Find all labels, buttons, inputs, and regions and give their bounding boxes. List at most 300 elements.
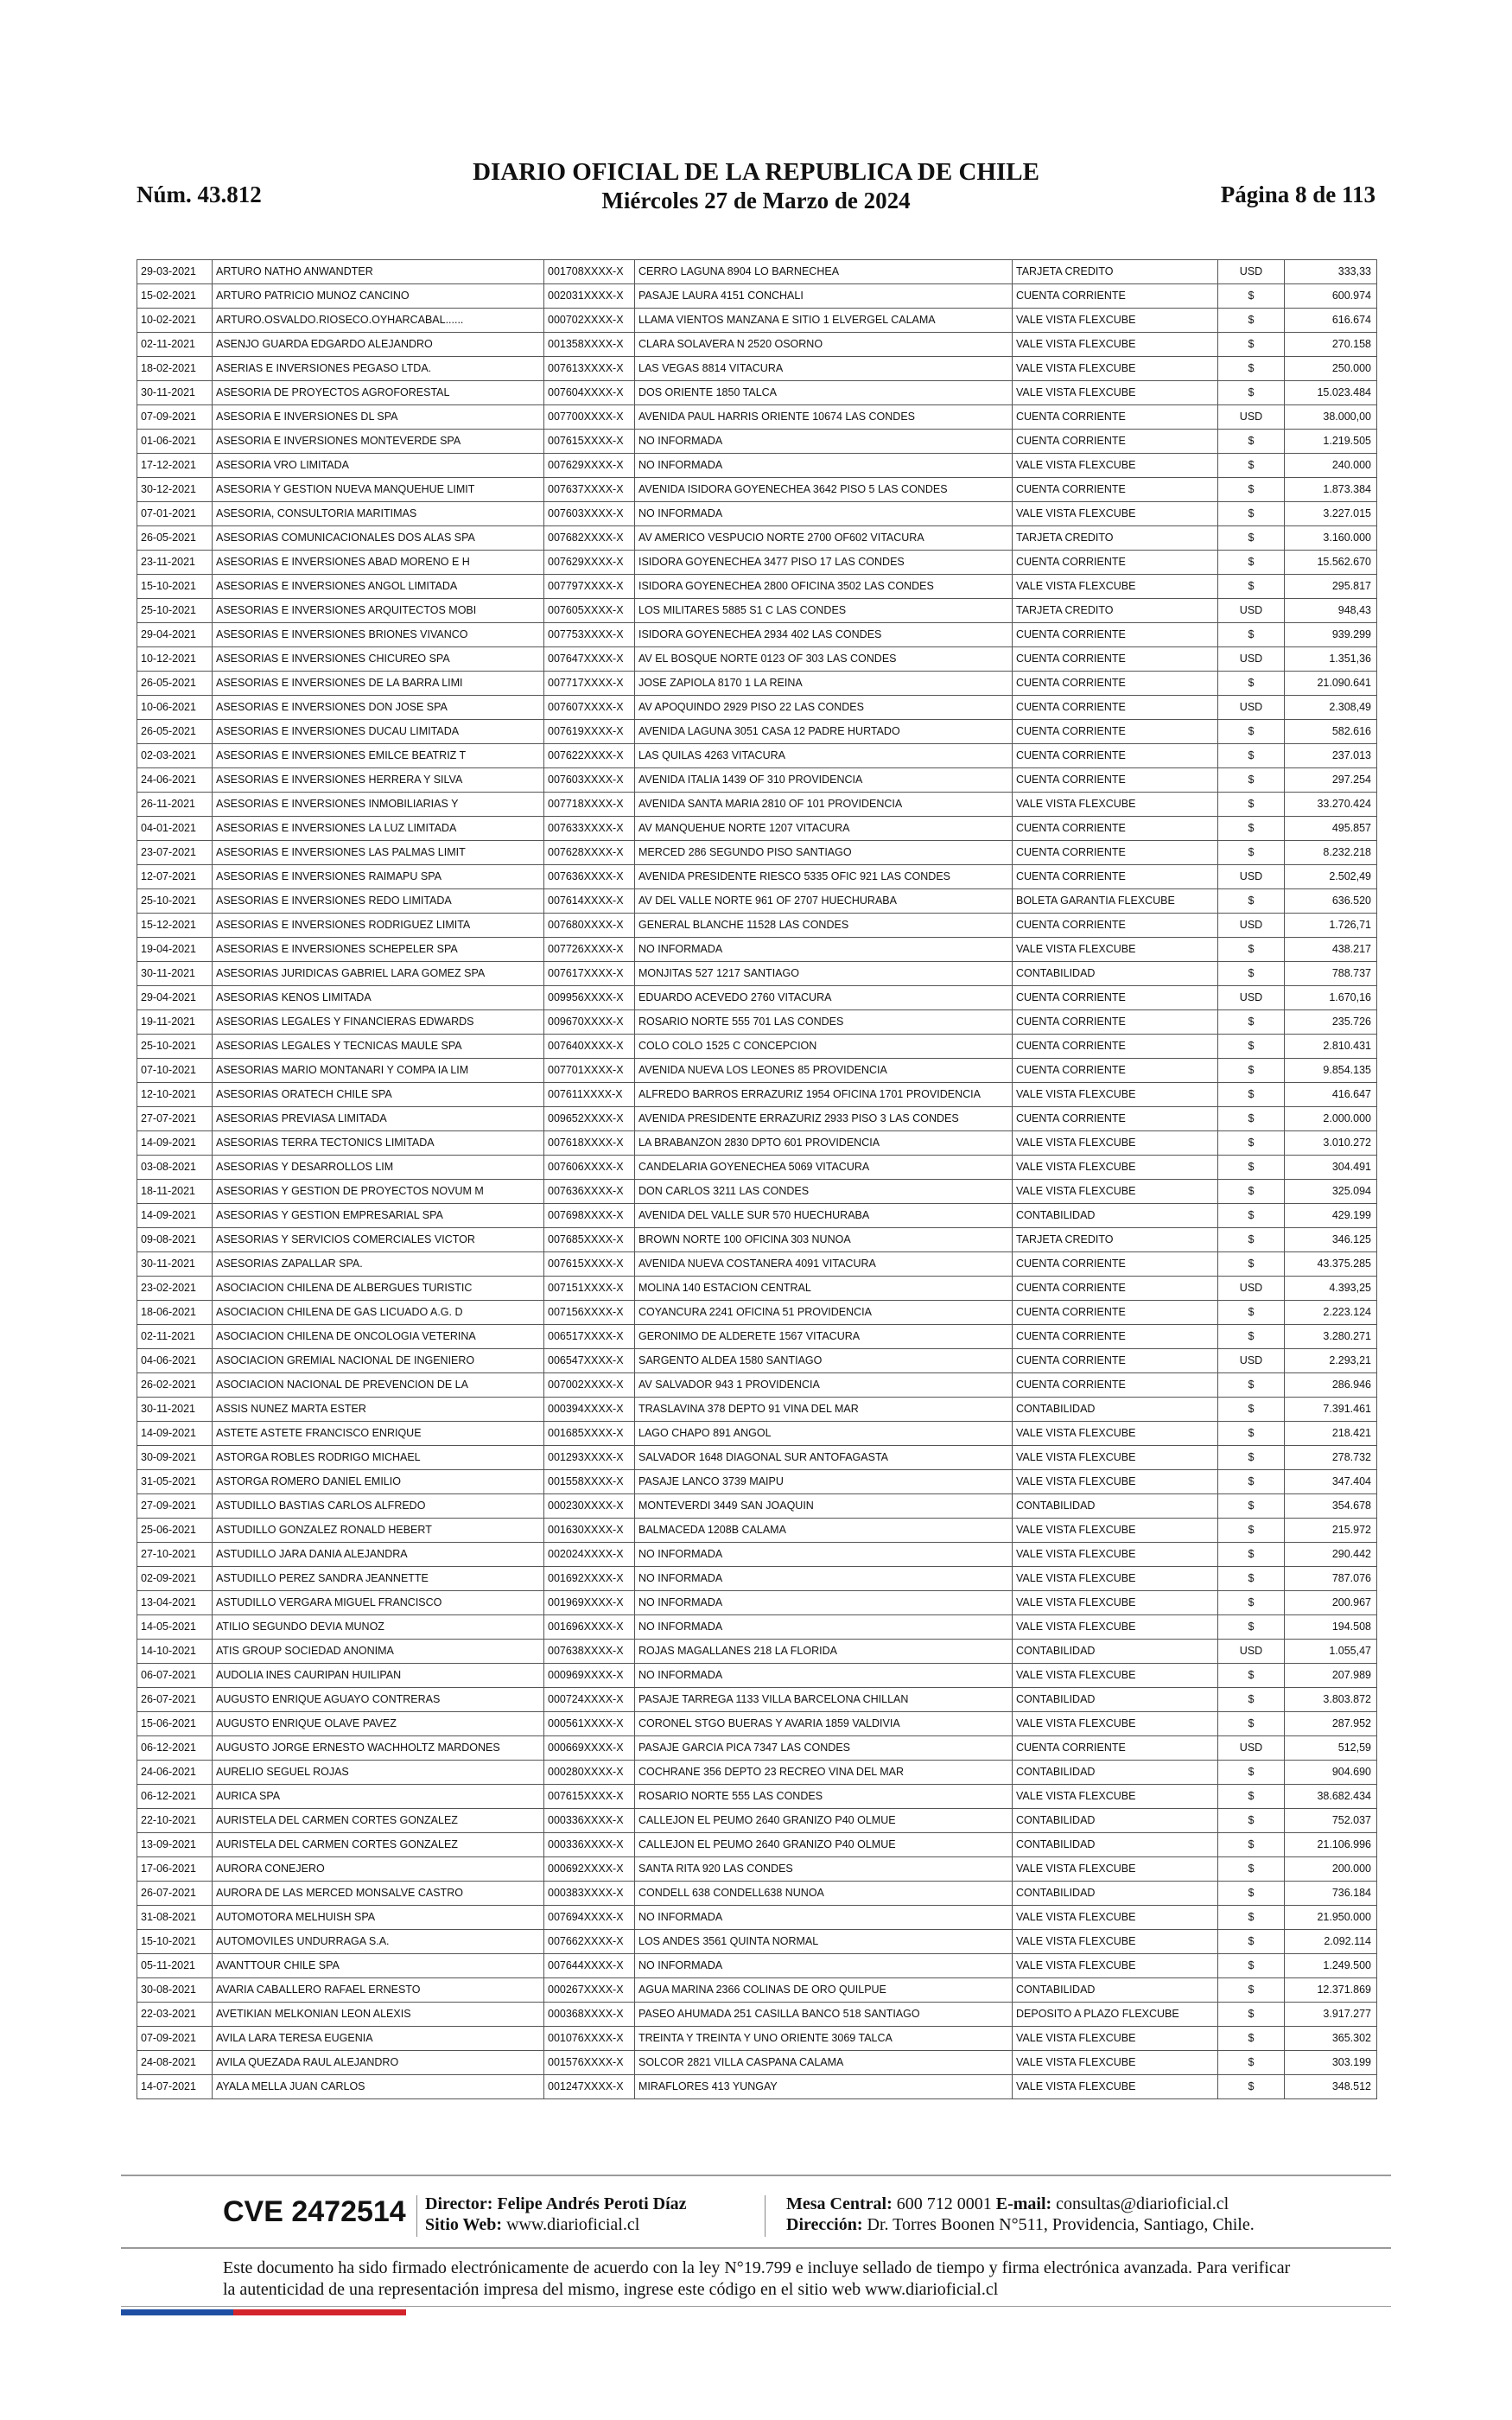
product-cell: CUENTA CORRIENTE xyxy=(1013,1035,1218,1059)
amount-cell: 12.371.869 xyxy=(1285,1978,1377,2003)
table-row xyxy=(137,768,1377,793)
address-cell: NO INFORMADA xyxy=(635,1591,1013,1615)
table-row xyxy=(137,720,1377,744)
table-row xyxy=(137,1035,1377,1059)
currency-cell: USD xyxy=(1218,1640,1285,1664)
rut-cell: 007613XXXX-X xyxy=(544,357,635,381)
date-cell: 30-09-2021 xyxy=(137,1446,213,1470)
name-cell: ASESORIAS E INVERSIONES HERRERA Y SILVA xyxy=(213,768,544,793)
name-cell: ASOCIACION CHILENA DE ONCOLOGIA VETERINA xyxy=(213,1325,544,1349)
date-cell: 01-06-2021 xyxy=(137,430,213,454)
date-cell: 30-08-2021 xyxy=(137,1978,213,2003)
footer-separator xyxy=(765,2195,766,2237)
amount-cell: 347.404 xyxy=(1285,1470,1377,1494)
currency-cell: $ xyxy=(1218,1373,1285,1398)
product-cell: VALE VISTA FLEXCUBE xyxy=(1013,575,1218,599)
rut-cell: 007797XXXX-X xyxy=(544,575,635,599)
name-cell: ASESORIAS E INVERSIONES LA LUZ LIMITADA xyxy=(213,817,544,841)
name-cell: AURORA DE LAS MERCED MONSALVE CASTRO xyxy=(213,1882,544,1906)
address-cell: AV APOQUINDO 2929 PISO 22 LAS CONDES xyxy=(635,696,1013,720)
address-cell: GENERAL BLANCHE 11528 LAS CONDES xyxy=(635,914,1013,938)
rut-cell: 007622XXXX-X xyxy=(544,744,635,768)
name-cell: AURICA SPA xyxy=(213,1785,544,1809)
currency-cell: $ xyxy=(1218,938,1285,962)
product-cell: VALE VISTA FLEXCUBE xyxy=(1013,793,1218,817)
table-row xyxy=(137,1470,1377,1494)
address-cell: AVENIDA ISIDORA GOYENECHEA 3642 PISO 5 LAS CONDES xyxy=(635,478,1013,502)
table-row xyxy=(137,914,1377,938)
table-row xyxy=(137,1954,1377,1978)
rut-cell: 007629XXXX-X xyxy=(544,551,635,575)
currency-cell: $ xyxy=(1218,1228,1285,1252)
amount-cell: 2.308,49 xyxy=(1285,696,1377,720)
currency-cell: $ xyxy=(1218,526,1285,551)
name-cell: ARTURO PATRICIO MUNOZ CANCINO xyxy=(213,284,544,309)
rut-cell: 000561XXXX-X xyxy=(544,1712,635,1736)
amount-cell: 7.391.461 xyxy=(1285,1398,1377,1422)
currency-cell: $ xyxy=(1218,1688,1285,1712)
product-cell: VALE VISTA FLEXCUBE xyxy=(1013,454,1218,478)
amount-cell: 1.055,47 xyxy=(1285,1640,1377,1664)
name-cell: AUTOMOVILES UNDURRAGA S.A. xyxy=(213,1930,544,1954)
date-cell: 25-10-2021 xyxy=(137,889,213,914)
currency-cell: $ xyxy=(1218,672,1285,696)
amount-cell: 365.302 xyxy=(1285,2027,1377,2051)
rut-cell: 001969XXXX-X xyxy=(544,1591,635,1615)
name-cell: AVANTTOUR CHILE SPA xyxy=(213,1954,544,1978)
rut-cell: 007640XXXX-X xyxy=(544,1035,635,1059)
amount-cell: 346.125 xyxy=(1285,1228,1377,1252)
amount-cell: 2.293,21 xyxy=(1285,1349,1377,1373)
rut-cell: 001630XXXX-X xyxy=(544,1519,635,1543)
name-cell: AUDOLIA INES CAURIPAN HUILIPAN xyxy=(213,1664,544,1688)
address-label: Dirección: xyxy=(786,2215,863,2234)
name-cell: ASOCIACION CHILENA DE ALBERGUES TURISTIC xyxy=(213,1277,544,1301)
address-cell: NO INFORMADA xyxy=(635,1906,1013,1930)
product-cell: CUENTA CORRIENTE xyxy=(1013,914,1218,938)
rut-cell: 001293XXXX-X xyxy=(544,1446,635,1470)
product-cell: VALE VISTA FLEXCUBE xyxy=(1013,938,1218,962)
currency-cell: $ xyxy=(1218,1398,1285,1422)
table-row xyxy=(137,696,1377,720)
date-cell: 24-06-2021 xyxy=(137,768,213,793)
table-row xyxy=(137,744,1377,768)
name-cell: ASESORIAS E INVERSIONES CHICUREO SPA xyxy=(213,647,544,672)
publication-date: Miércoles 27 de Marzo de 2024 xyxy=(601,188,911,213)
web-label: Sitio Web: xyxy=(425,2215,503,2234)
table-row xyxy=(137,1180,1377,1204)
address-cell: NO INFORMADA xyxy=(635,1664,1013,1688)
currency-cell: USD xyxy=(1218,865,1285,889)
address-cell: DON CARLOS 3211 LAS CONDES xyxy=(635,1180,1013,1204)
rut-cell: 000394XXXX-X xyxy=(544,1398,635,1422)
rut-cell: 007636XXXX-X xyxy=(544,1180,635,1204)
cve-code: CVE 2472514 xyxy=(223,2195,406,2228)
rut-cell: 001708XXXX-X xyxy=(544,260,635,284)
address-cell: MOLINA 140 ESTACION CENTRAL xyxy=(635,1277,1013,1301)
currency-cell: $ xyxy=(1218,1422,1285,1446)
table-row xyxy=(137,1083,1377,1107)
name-cell: ARTURO NATHO ANWANDTER xyxy=(213,260,544,284)
date-cell: 14-07-2021 xyxy=(137,2075,213,2099)
amount-cell: 2.810.431 xyxy=(1285,1035,1377,1059)
date-cell: 17-12-2021 xyxy=(137,454,213,478)
table-row xyxy=(137,1107,1377,1131)
product-cell: CUENTA CORRIENTE xyxy=(1013,696,1218,720)
amount-cell: 1.249.500 xyxy=(1285,1954,1377,1978)
web-link[interactable]: www.diarioficial.cl xyxy=(506,2215,640,2234)
name-cell: ASESORIAS LEGALES Y TECNICAS MAULE SPA xyxy=(213,1035,544,1059)
date-cell: 10-06-2021 xyxy=(137,696,213,720)
address-cell: PASAJE LANCO 3739 MAIPU xyxy=(635,1470,1013,1494)
address-cell: NO INFORMADA xyxy=(635,454,1013,478)
amount-cell: 286.946 xyxy=(1285,1373,1377,1398)
product-cell: VALE VISTA FLEXCUBE xyxy=(1013,2027,1218,2051)
currency-cell: $ xyxy=(1218,2075,1285,2099)
amount-cell: 207.989 xyxy=(1285,1664,1377,1688)
address-cell: AVENIDA ITALIA 1439 OF 310 PROVIDENCIA xyxy=(635,768,1013,793)
page-indicator: Página 8 de 113 xyxy=(1220,182,1375,207)
table-row xyxy=(137,1930,1377,1954)
name-cell: ASESORIA VRO LIMITADA xyxy=(213,454,544,478)
date-cell: 03-08-2021 xyxy=(137,1156,213,1180)
address-cell: AV EL BOSQUE NORTE 0123 OF 303 LAS CONDES xyxy=(635,647,1013,672)
rut-cell: 007615XXXX-X xyxy=(544,1252,635,1277)
rut-cell: 001576XXXX-X xyxy=(544,2051,635,2075)
rut-cell: 007002XXXX-X xyxy=(544,1373,635,1398)
table-row xyxy=(137,1349,1377,1373)
currency-cell: $ xyxy=(1218,551,1285,575)
rut-cell: 007718XXXX-X xyxy=(544,793,635,817)
currency-cell: $ xyxy=(1218,1204,1285,1228)
name-cell: AUTOMOTORA MELHUISH SPA xyxy=(213,1906,544,1930)
date-cell: 10-12-2021 xyxy=(137,647,213,672)
rut-cell: 007614XXXX-X xyxy=(544,889,635,914)
name-cell: ASTUDILLO PEREZ SANDRA JEANNETTE xyxy=(213,1567,544,1591)
address-cell: LAS VEGAS 8814 VITACURA xyxy=(635,357,1013,381)
amount-cell: 736.184 xyxy=(1285,1882,1377,1906)
address-cell: SANTA RITA 920 LAS CONDES xyxy=(635,1857,1013,1882)
table-row xyxy=(137,672,1377,696)
name-cell: ASTUDILLO BASTIAS CARLOS ALFREDO xyxy=(213,1494,544,1519)
currency-cell: $ xyxy=(1218,1131,1285,1156)
address-cell: ROSARIO NORTE 555 701 LAS CONDES xyxy=(635,1010,1013,1035)
rut-cell: 007619XXXX-X xyxy=(544,720,635,744)
name-cell: AURISTELA DEL CARMEN CORTES GONZALEZ xyxy=(213,1809,544,1833)
table-row xyxy=(137,284,1377,309)
rut-cell: 007700XXXX-X xyxy=(544,405,635,430)
table-row xyxy=(137,1059,1377,1083)
product-cell: CONTABILIDAD xyxy=(1013,1761,1218,1785)
product-cell: VALE VISTA FLEXCUBE xyxy=(1013,1712,1218,1736)
date-cell: 15-10-2021 xyxy=(137,575,213,599)
currency-cell: $ xyxy=(1218,1954,1285,1978)
rut-cell: 007605XXXX-X xyxy=(544,599,635,623)
currency-cell: $ xyxy=(1218,1059,1285,1083)
product-cell: CUENTA CORRIENTE xyxy=(1013,647,1218,672)
table-row xyxy=(137,1228,1377,1252)
amount-cell: 9.854.135 xyxy=(1285,1059,1377,1083)
date-cell: 02-09-2021 xyxy=(137,1567,213,1591)
table-row xyxy=(137,2027,1377,2051)
address-cell: CALLEJON EL PEUMO 2640 GRANIZO P40 OLMUE xyxy=(635,1809,1013,1833)
date-cell: 07-01-2021 xyxy=(137,502,213,526)
address-cell: PASEO AHUMADA 251 CASILLA BANCO 518 SANTIAGO xyxy=(635,2003,1013,2027)
date-cell: 29-04-2021 xyxy=(137,986,213,1010)
address-cell: SALVADOR 1648 DIAGONAL SUR ANTOFAGASTA xyxy=(635,1446,1013,1470)
amount-cell: 495.857 xyxy=(1285,817,1377,841)
address-cell: SARGENTO ALDEA 1580 SANTIAGO xyxy=(635,1349,1013,1373)
amount-cell: 38.682.434 xyxy=(1285,1785,1377,1809)
product-cell: CUENTA CORRIENTE xyxy=(1013,1301,1218,1325)
records-table xyxy=(137,259,1377,2099)
rut-cell: 000336XXXX-X xyxy=(544,1833,635,1857)
date-cell: 15-12-2021 xyxy=(137,914,213,938)
product-cell: CUENTA CORRIENTE xyxy=(1013,1252,1218,1277)
name-cell: AUGUSTO JORGE ERNESTO WACHHOLTZ MARDONES xyxy=(213,1736,544,1761)
name-cell: AUGUSTO ENRIQUE AGUAYO CONTRERAS xyxy=(213,1688,544,1712)
currency-cell: $ xyxy=(1218,1301,1285,1325)
address-cell: AVENIDA LAGUNA 3051 CASA 12 PADRE HURTADO xyxy=(635,720,1013,744)
currency-cell: $ xyxy=(1218,1446,1285,1470)
name-cell: ASSIS NUNEZ MARTA ESTER xyxy=(213,1398,544,1422)
name-cell: ASTUDILLO JARA DANIA ALEJANDRA xyxy=(213,1543,544,1567)
address-cell: COCHRANE 356 DEPTO 23 RECREO VINA DEL MAR xyxy=(635,1761,1013,1785)
name-cell: ASERIAS E INVERSIONES PEGASO LTDA. xyxy=(213,357,544,381)
name-cell: AUGUSTO ENRIQUE OLAVE PAVEZ xyxy=(213,1712,544,1736)
date-cell: 13-09-2021 xyxy=(137,1833,213,1857)
date-cell: 15-10-2021 xyxy=(137,1930,213,1954)
amount-cell: 33.270.424 xyxy=(1285,793,1377,817)
product-cell: VALE VISTA FLEXCUBE xyxy=(1013,1615,1218,1640)
product-cell: VALE VISTA FLEXCUBE xyxy=(1013,1422,1218,1446)
address-cell: ISIDORA GOYENECHEA 2934 402 LAS CONDES xyxy=(635,623,1013,647)
table-row xyxy=(137,623,1377,647)
product-cell: TARJETA CREDITO xyxy=(1013,1228,1218,1252)
table-row xyxy=(137,333,1377,357)
date-cell: 27-10-2021 xyxy=(137,1543,213,1567)
amount-cell: 2.223.124 xyxy=(1285,1301,1377,1325)
product-cell: VALE VISTA FLEXCUBE xyxy=(1013,1519,1218,1543)
amount-cell: 237.013 xyxy=(1285,744,1377,768)
name-cell: ASTETE ASTETE FRANCISCO ENRIQUE xyxy=(213,1422,544,1446)
name-cell: ASESORIAS E INVERSIONES ANGOL LIMITADA xyxy=(213,575,544,599)
rut-cell: 000368XXXX-X xyxy=(544,2003,635,2027)
table-row xyxy=(137,1543,1377,1567)
date-cell: 07-10-2021 xyxy=(137,1059,213,1083)
currency-cell: $ xyxy=(1218,478,1285,502)
rut-cell: 007698XXXX-X xyxy=(544,1204,635,1228)
address-cell: NO INFORMADA xyxy=(635,1543,1013,1567)
date-cell: 15-02-2021 xyxy=(137,284,213,309)
name-cell: ASESORIA, CONSULTORIA MARITIMAS xyxy=(213,502,544,526)
email-label: E-mail: xyxy=(995,2194,1052,2213)
date-cell: 13-04-2021 xyxy=(137,1591,213,1615)
flag-stripe-red xyxy=(233,2309,406,2315)
currency-cell: $ xyxy=(1218,575,1285,599)
table-row xyxy=(137,478,1377,502)
name-cell: ASESORIAS JURIDICAS GABRIEL LARA GOMEZ SPA xyxy=(213,962,544,986)
table-row xyxy=(137,1809,1377,1833)
table-row xyxy=(137,1978,1377,2003)
name-cell: ASESORIA E INVERSIONES MONTEVERDE SPA xyxy=(213,430,544,454)
name-cell: ASESORIAS E INVERSIONES DON JOSE SPA xyxy=(213,696,544,720)
currency-cell: $ xyxy=(1218,502,1285,526)
product-cell: VALE VISTA FLEXCUBE xyxy=(1013,1954,1218,1978)
address-cell: NO INFORMADA xyxy=(635,430,1013,454)
table-row xyxy=(137,2003,1377,2027)
currency-cell: $ xyxy=(1218,1809,1285,1833)
date-cell: 14-09-2021 xyxy=(137,1204,213,1228)
product-cell: VALE VISTA FLEXCUBE xyxy=(1013,1906,1218,1930)
rut-cell: 007629XXXX-X xyxy=(544,454,635,478)
table-row xyxy=(137,551,1377,575)
address-cell: AVENIDA PAUL HARRIS ORIENTE 10674 LAS CONDES xyxy=(635,405,1013,430)
table-row xyxy=(137,1591,1377,1615)
address-cell: CORONEL STGO BUERAS Y AVARIA 1859 VALDIVIA xyxy=(635,1712,1013,1736)
amount-cell: 3.280.271 xyxy=(1285,1325,1377,1349)
currency-cell: $ xyxy=(1218,1591,1285,1615)
product-cell: TARJETA CREDITO xyxy=(1013,599,1218,623)
product-cell: CONTABILIDAD xyxy=(1013,962,1218,986)
currency-cell: $ xyxy=(1218,1567,1285,1591)
product-cell: CUENTA CORRIENTE xyxy=(1013,768,1218,793)
rut-cell: 000383XXXX-X xyxy=(544,1882,635,1906)
name-cell: ASESORIAS MARIO MONTANARI Y COMPA IA LIM xyxy=(213,1059,544,1083)
product-cell: CUENTA CORRIENTE xyxy=(1013,405,1218,430)
name-cell: ASESORIAS PREVIASA LIMITADA xyxy=(213,1107,544,1131)
address-cell: CERRO LAGUNA 8904 LO BARNECHEA xyxy=(635,260,1013,284)
currency-cell: USD xyxy=(1218,696,1285,720)
currency-cell: $ xyxy=(1218,2003,1285,2027)
currency-cell: $ xyxy=(1218,817,1285,841)
amount-cell: 1.873.384 xyxy=(1285,478,1377,502)
currency-cell: $ xyxy=(1218,2027,1285,2051)
table-row xyxy=(137,865,1377,889)
product-cell: CUENTA CORRIENTE xyxy=(1013,623,1218,647)
currency-cell: $ xyxy=(1218,1930,1285,1954)
email-link[interactable]: consultas@diarioficial.cl xyxy=(1056,2194,1229,2213)
director-name: Felipe Andrés Peroti Díaz xyxy=(497,2194,687,2213)
amount-cell: 939.299 xyxy=(1285,623,1377,647)
currency-cell: $ xyxy=(1218,793,1285,817)
address-cell: LOS ANDES 3561 QUINTA NORMAL xyxy=(635,1930,1013,1954)
director-block xyxy=(425,2194,687,2235)
rut-cell: 007606XXXX-X xyxy=(544,1156,635,1180)
currency-cell: USD xyxy=(1218,914,1285,938)
table-row xyxy=(137,454,1377,478)
currency-cell: USD xyxy=(1218,1736,1285,1761)
name-cell: ASESORIA E INVERSIONES DL SPA xyxy=(213,405,544,430)
currency-cell: $ xyxy=(1218,1785,1285,1809)
name-cell: ASESORIAS LEGALES Y FINANCIERAS EDWARDS xyxy=(213,1010,544,1035)
table-row xyxy=(137,2075,1377,2099)
date-cell: 07-09-2021 xyxy=(137,2027,213,2051)
table-row xyxy=(137,1422,1377,1446)
address-cell: CALLEJON EL PEUMO 2640 GRANIZO P40 OLMUE xyxy=(635,1833,1013,1857)
name-cell: ASESORIAS E INVERSIONES ABAD MORENO E H xyxy=(213,551,544,575)
rut-cell: 007682XXXX-X xyxy=(544,526,635,551)
records-table-body xyxy=(137,260,1377,2099)
table-row xyxy=(137,260,1377,284)
amount-cell: 21.106.996 xyxy=(1285,1833,1377,1857)
footer-separator xyxy=(416,2195,417,2237)
table-row xyxy=(137,1712,1377,1736)
address-cell: MONJITAS 527 1217 SANTIAGO xyxy=(635,962,1013,986)
product-cell: CUENTA CORRIENTE xyxy=(1013,478,1218,502)
date-cell: 14-05-2021 xyxy=(137,1615,213,1640)
table-row xyxy=(137,381,1377,405)
product-cell: VALE VISTA FLEXCUBE xyxy=(1013,1591,1218,1615)
address-cell: JOSE ZAPIOLA 8170 1 LA REINA xyxy=(635,672,1013,696)
address-cell: SOLCOR 2821 VILLA CASPANA CALAMA xyxy=(635,2051,1013,2075)
currency-cell: $ xyxy=(1218,1761,1285,1785)
date-cell: 19-04-2021 xyxy=(137,938,213,962)
table-row xyxy=(137,817,1377,841)
address-cell: COYANCURA 2241 OFICINA 51 PROVIDENCIA xyxy=(635,1301,1013,1325)
name-cell: ASTUDILLO GONZALEZ RONALD HEBERT xyxy=(213,1519,544,1543)
currency-cell: $ xyxy=(1218,1978,1285,2003)
rut-cell: 007644XXXX-X xyxy=(544,1954,635,1978)
currency-cell: $ xyxy=(1218,430,1285,454)
date-cell: 07-09-2021 xyxy=(137,405,213,430)
rut-cell: 007638XXXX-X xyxy=(544,1640,635,1664)
date-cell: 22-10-2021 xyxy=(137,1809,213,1833)
table-row xyxy=(137,1301,1377,1325)
name-cell: ATIS GROUP SOCIEDAD ANONIMA xyxy=(213,1640,544,1664)
address-cell: AVENIDA PRESIDENTE ERRAZURIZ 2933 PISO 3 LAS CONDES xyxy=(635,1107,1013,1131)
rut-cell: 001692XXXX-X xyxy=(544,1567,635,1591)
date-cell: 25-10-2021 xyxy=(137,599,213,623)
name-cell: ASESORIAS E INVERSIONES DUCAU LIMITADA xyxy=(213,720,544,744)
address-cell: BALMACEDA 1208B CALAMA xyxy=(635,1519,1013,1543)
name-cell: ASESORIAS COMUNICACIONALES DOS ALAS SPA xyxy=(213,526,544,551)
currency-cell: $ xyxy=(1218,1325,1285,1349)
amount-cell: 333,33 xyxy=(1285,260,1377,284)
name-cell: ASESORIAS Y GESTION DE PROYECTOS NOVUM M xyxy=(213,1180,544,1204)
name-cell: ASESORIAS TERRA TECTONICS LIMITADA xyxy=(213,1131,544,1156)
name-cell: ASTORGA ROMERO DANIEL EMILIO xyxy=(213,1470,544,1494)
date-cell: 25-10-2021 xyxy=(137,1035,213,1059)
footer-mid-rule xyxy=(121,2247,1391,2249)
name-cell: ASESORIAS Y DESARROLLOS LIM xyxy=(213,1156,544,1180)
name-cell: ASESORIAS E INVERSIONES ARQUITECTOS MOBI xyxy=(213,599,544,623)
address-cell: MONTEVERDI 3449 SAN JOAQUIN xyxy=(635,1494,1013,1519)
table-row xyxy=(137,599,1377,623)
product-cell: CUENTA CORRIENTE xyxy=(1013,1349,1218,1373)
rut-cell: 007647XXXX-X xyxy=(544,647,635,672)
address-cell: AV DEL VALLE NORTE 961 OF 2707 HUECHURABA xyxy=(635,889,1013,914)
address-cell: AVENIDA SANTA MARIA 2810 OF 101 PROVIDENCIA xyxy=(635,793,1013,817)
amount-cell: 250.000 xyxy=(1285,357,1377,381)
rut-cell: 009652XXXX-X xyxy=(544,1107,635,1131)
currency-cell: $ xyxy=(1218,1010,1285,1035)
flag-stripe-blue xyxy=(121,2309,233,2315)
product-cell: CONTABILIDAD xyxy=(1013,1204,1218,1228)
currency-cell: $ xyxy=(1218,1857,1285,1882)
date-cell: 06-12-2021 xyxy=(137,1785,213,1809)
rut-cell: 007680XXXX-X xyxy=(544,914,635,938)
amount-cell: 3.803.872 xyxy=(1285,1688,1377,1712)
address-cell: AVENIDA NUEVA LOS LEONES 85 PROVIDENCIA xyxy=(635,1059,1013,1083)
product-cell: VALE VISTA FLEXCUBE xyxy=(1013,1131,1218,1156)
product-cell: CUENTA CORRIENTE xyxy=(1013,1736,1218,1761)
address-cell: LAS QUILAS 4263 VITACURA xyxy=(635,744,1013,768)
amount-cell: 1.726,71 xyxy=(1285,914,1377,938)
name-cell: ASESORIAS KENOS LIMITADA xyxy=(213,986,544,1010)
name-cell: AYALA MELLA JUAN CARLOS xyxy=(213,2075,544,2099)
phone-value: 600 712 0001 xyxy=(896,2194,992,2213)
